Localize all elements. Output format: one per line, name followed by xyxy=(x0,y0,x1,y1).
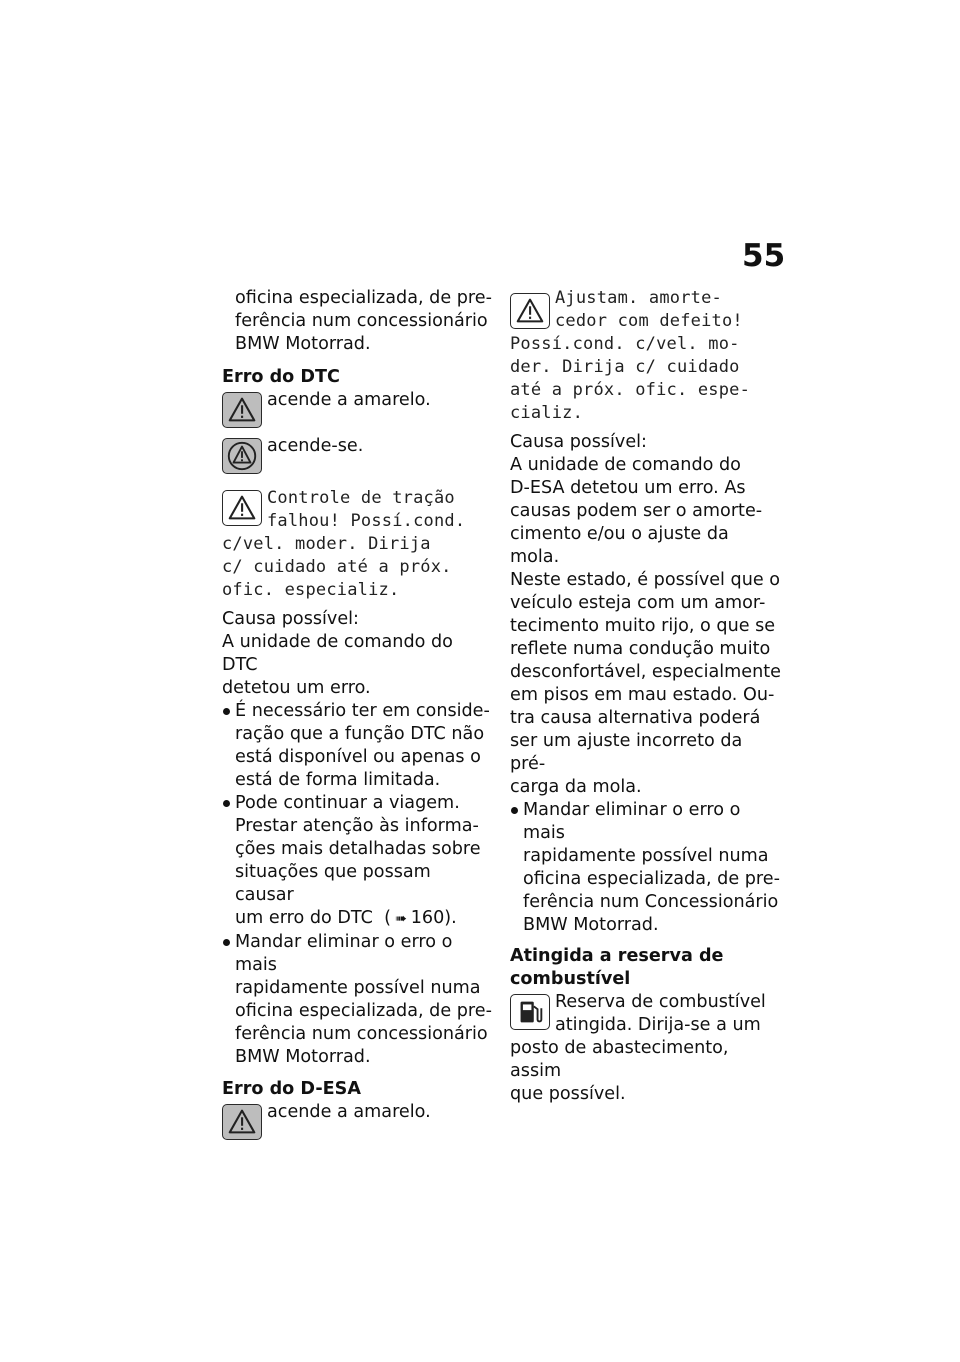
text-fragment: um erro do DTC xyxy=(235,908,373,928)
list-item xyxy=(222,792,494,931)
text-line: carga da mola. xyxy=(510,777,642,797)
left-column xyxy=(222,287,494,1147)
text-line: situações que possam causar xyxy=(235,862,431,905)
fuel-heading xyxy=(510,945,782,991)
display-line: Controle de tração xyxy=(267,488,455,508)
text-line: Neste estado, é possível que o xyxy=(510,570,781,590)
bullet-dot xyxy=(511,807,518,814)
cause-text xyxy=(510,454,782,799)
warning-triangle-icon xyxy=(222,490,262,526)
text-line: Prestar atenção às informa- xyxy=(235,816,479,836)
display-line: até a próx. ofic. espe- xyxy=(510,380,751,400)
text-line: oficina especializada, de pre- xyxy=(235,1001,492,1021)
text-line: posto de abastecimento, assim xyxy=(510,1038,729,1081)
cause-label: Causa possível: xyxy=(222,609,359,629)
list-item xyxy=(222,700,494,792)
desa-yellow-row xyxy=(222,1101,494,1147)
bullet-dot xyxy=(223,800,230,807)
text-line: ferência num concessionário xyxy=(235,1024,488,1044)
text-line: causas podem ser o amorte- xyxy=(510,501,763,521)
desa-heading: Erro do D-ESA xyxy=(222,1079,361,1099)
text-line: ferência num Concessionário xyxy=(523,892,779,912)
desa-yellow-text: acende a amarelo. xyxy=(267,1102,431,1122)
ref-open: ( xyxy=(384,908,391,928)
text-line: ferência num concessionário xyxy=(235,311,488,331)
heading-line: Atingida a reserva de xyxy=(510,946,724,966)
warning-triangle-icon xyxy=(510,293,550,329)
dtc-lit-text: acende-se. xyxy=(267,436,364,456)
text-line: rapidamente possível numa xyxy=(235,978,481,998)
warning-triangle-icon xyxy=(222,1104,262,1140)
text-line: rapidamente possível numa xyxy=(523,846,769,866)
text-line: cimento e/ou o ajuste da mola. xyxy=(510,524,729,567)
display-line: cedor com defeito! xyxy=(555,311,743,331)
bullet-dot xyxy=(223,939,230,946)
intro-paragraph xyxy=(222,287,494,356)
arrow-right-icon: ➠ xyxy=(394,911,407,927)
text-line: desconfortável, especialmente xyxy=(510,662,781,682)
text-line: Pode continuar a viagem. xyxy=(235,793,460,813)
text-line: BMW Motorrad. xyxy=(235,1047,371,1067)
dtc-display-message xyxy=(222,487,494,602)
cause-label: Causa possível: xyxy=(510,432,647,452)
dtc-yellow-text: acende a amarelo. xyxy=(267,390,431,410)
page-reference[interactable]: 160). xyxy=(410,908,457,928)
dtc-lit-row xyxy=(222,435,494,481)
text-line: ração que a função DTC não xyxy=(235,724,485,744)
fuel-reserve-row xyxy=(510,991,782,1106)
text-line: Mandar eliminar o erro o mais xyxy=(235,932,453,975)
text-line: atingida. Dirija-se a um xyxy=(555,1015,761,1035)
text-line: tra causa alternativa poderá xyxy=(510,708,761,728)
display-line: c/ cuidado até a próx. xyxy=(222,557,452,577)
fuel-pump-icon xyxy=(510,994,550,1030)
page-number: 55 xyxy=(742,238,786,274)
dtc-yellow-row xyxy=(222,389,494,435)
text-line: A unidade de comando do DTC xyxy=(222,632,453,675)
warning-triangle-icon xyxy=(222,392,262,428)
text-line: reflete numa condução muito xyxy=(510,639,771,659)
text-line: oficina especializada, de pre- xyxy=(235,288,492,308)
text-line: oficina especializada, de pre- xyxy=(523,869,780,889)
dtc-heading: Erro do DTC xyxy=(222,367,340,387)
text-line: ser um ajuste incorreto da pré- xyxy=(510,731,743,774)
display-line: cializ. xyxy=(510,403,584,423)
text-line: tecimento muito rijo, o que se xyxy=(510,616,776,636)
text-line: Reserva de combustível xyxy=(555,992,766,1012)
list-item xyxy=(510,799,782,937)
text-line: D-ESA detetou um erro. As xyxy=(510,478,746,498)
display-line: falhou! Possí.cond. xyxy=(267,511,466,531)
display-line: ofic. especializ. xyxy=(222,580,400,600)
text-line: A unidade de comando do xyxy=(510,455,741,475)
list-item xyxy=(222,931,494,1069)
warning-triangle-flashing-icon xyxy=(222,438,262,474)
display-line: c/vel. moder. Dirija xyxy=(222,534,431,554)
text-line: Mandar eliminar o erro o mais xyxy=(523,800,741,843)
text-line: BMW Motorrad. xyxy=(235,334,371,354)
display-line: Possí.cond. c/vel. mo- xyxy=(510,334,740,354)
text-line: que possível. xyxy=(510,1084,626,1104)
text-line xyxy=(235,907,494,931)
heading-line: combustível xyxy=(510,969,631,989)
text-line: É necessário ter em conside- xyxy=(235,701,490,721)
text-line: BMW Motorrad. xyxy=(523,915,659,935)
right-column xyxy=(510,287,782,1106)
text-line: detetou um erro. xyxy=(222,678,371,698)
text-line: está de forma limitada. xyxy=(235,770,441,790)
bullet-dot xyxy=(223,708,230,715)
text-line: veículo esteja com um amor- xyxy=(510,593,766,613)
text-line: em pisos em mau estado. Ou- xyxy=(510,685,775,705)
desa-display-message xyxy=(510,287,782,425)
text-line: ções mais detalhadas sobre xyxy=(235,839,481,859)
display-line: der. Dirija c/ cuidado xyxy=(510,357,740,377)
display-line: Ajustam. amorte- xyxy=(555,288,722,308)
text-line: está disponível ou apenas o xyxy=(235,747,481,767)
